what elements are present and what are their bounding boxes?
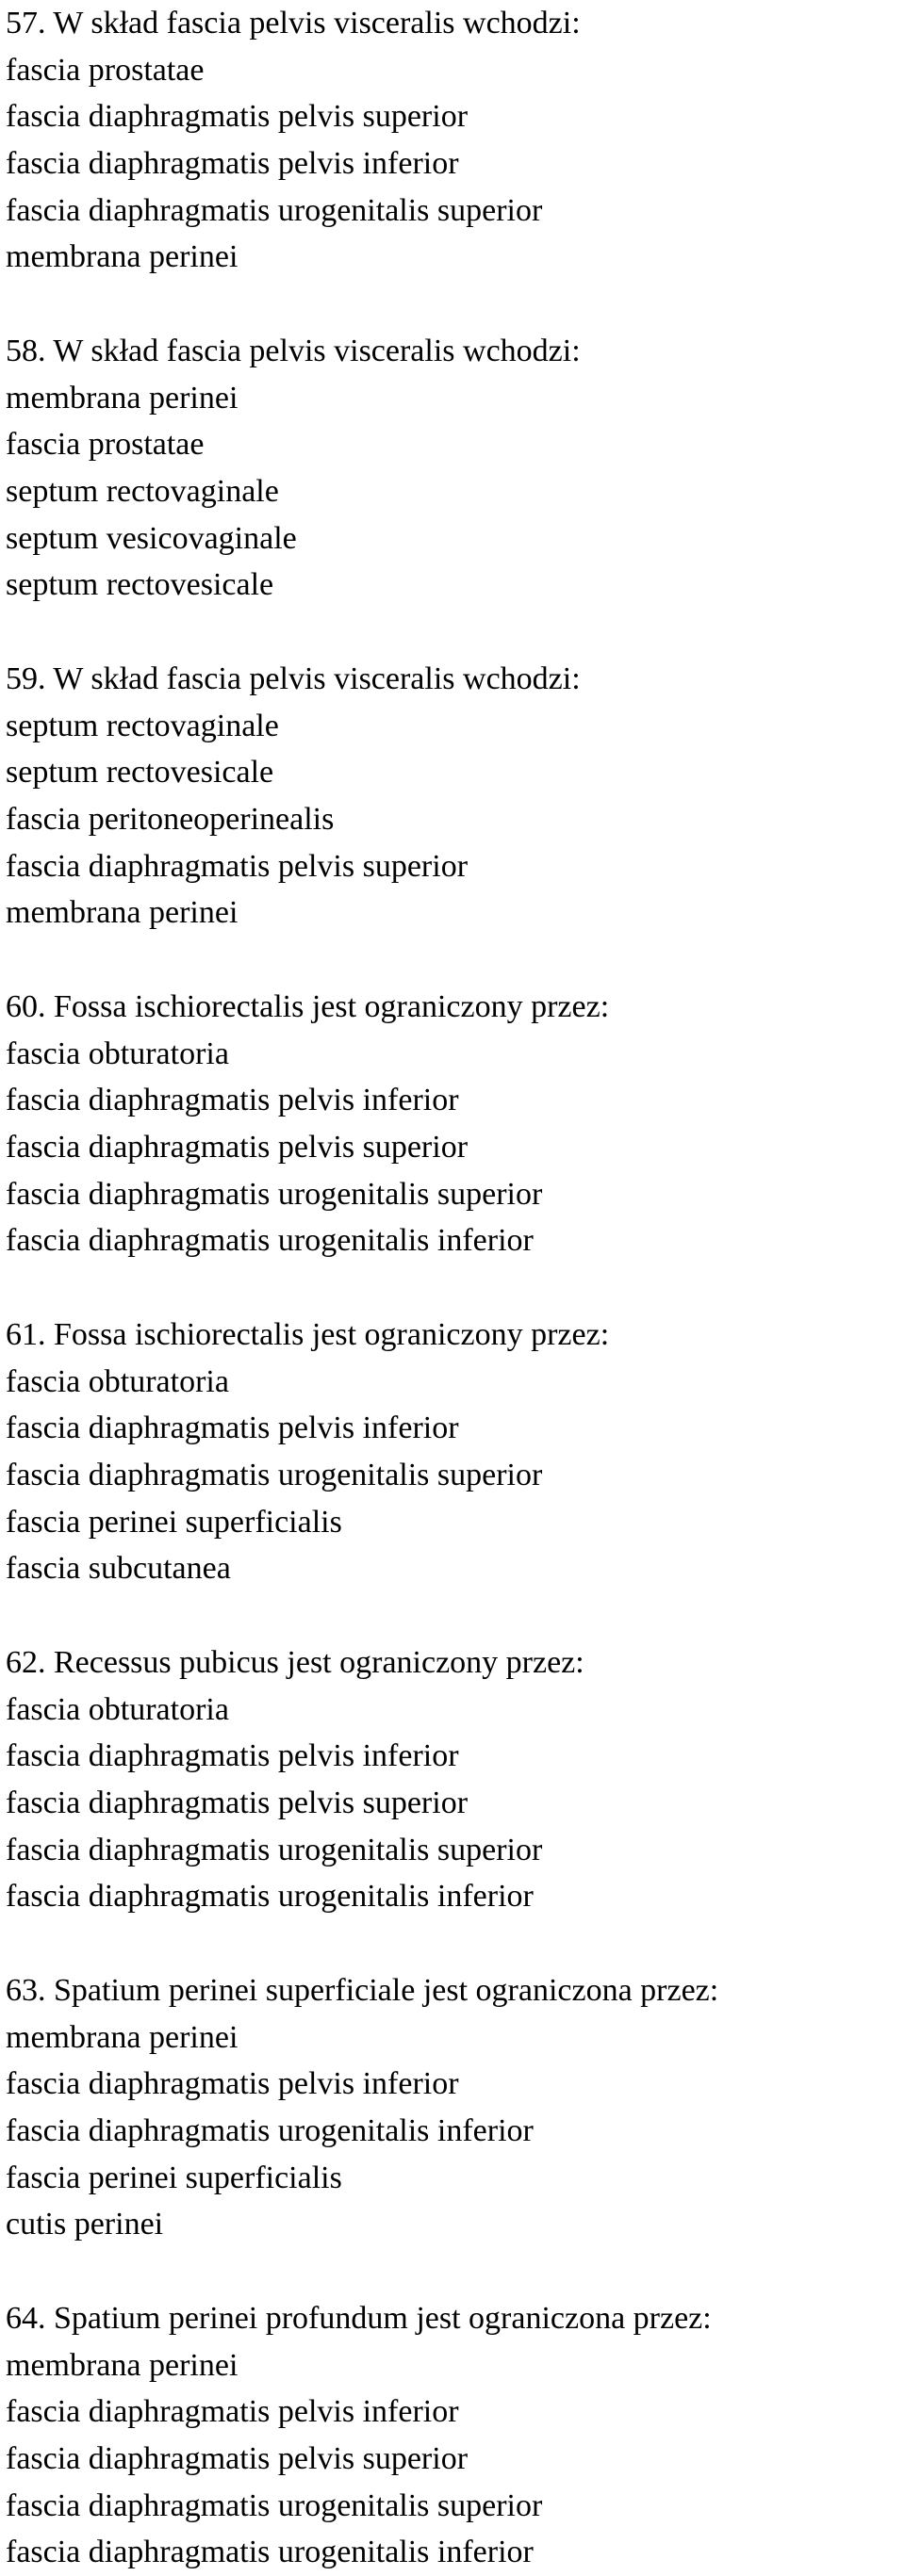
- answer-option: fascia diaphragmatis pelvis inferior: [6, 1410, 459, 1446]
- question-prompt: 61. Fossa ischiorectalis jest ograniczony przez:: [6, 1317, 610, 1352]
- answer-option: fascia diaphragmatis urogenitalis inferior: [6, 2535, 534, 2570]
- answer-option: septum vesicovaginale: [6, 520, 297, 556]
- question-prompt: 58. W skład fascia pelvis visceralis wchodzi:: [6, 334, 581, 368]
- answer-option: fascia diaphragmatis pelvis superior: [6, 848, 469, 884]
- answer-option: septum rectovesicale: [6, 567, 274, 603]
- question-61: [6, 1312, 903, 1592]
- question-57: [6, 0, 903, 281]
- answer-option: septum rectovaginale: [6, 474, 279, 510]
- answer-option: fascia diaphragmatis pelvis superior: [6, 1785, 469, 1821]
- question-59: [6, 656, 903, 937]
- question-58: [6, 328, 903, 609]
- answer-option: fascia diaphragmatis pelvis inferior: [6, 2066, 459, 2102]
- answer-option: fascia diaphragmatis urogenitalis inferior: [6, 2113, 534, 2149]
- answer-option: fascia perinei superficialis: [6, 2160, 342, 2195]
- question-prompt: 63. Spatium perinei superficiale jest ograniczona przez:: [6, 1973, 719, 2008]
- question-prompt: 62. Recessus pubicus jest ograniczony przez:: [6, 1645, 584, 1680]
- answer-option: fascia diaphragmatis urogenitalis inferior: [6, 1879, 534, 1915]
- answer-options: [6, 703, 903, 937]
- question-prompt: 59. W skład fascia pelvis visceralis wchodzi:: [6, 661, 581, 696]
- answer-options: [6, 1359, 903, 1592]
- answer-option: fascia diaphragmatis urogenitalis superior: [6, 1176, 543, 1212]
- answer-option: fascia diaphragmatis pelvis superior: [6, 1130, 469, 1166]
- answer-option: fascia diaphragmatis urogenitalis superior: [6, 1458, 543, 1493]
- answer-option: fascia diaphragmatis pelvis inferior: [6, 1083, 459, 1118]
- answer-option: fascia diaphragmatis pelvis inferior: [6, 2394, 459, 2430]
- answer-option: fascia perinei superficialis: [6, 1504, 342, 1540]
- answer-option: fascia prostatae: [6, 52, 205, 88]
- answer-options: [6, 375, 903, 609]
- answer-option: fascia diaphragmatis pelvis superior: [6, 2441, 469, 2477]
- question-64: [6, 2295, 903, 2576]
- answer-option: fascia peritoneoperinealis: [6, 802, 335, 838]
- answer-option: fascia diaphragmatis urogenitalis inferior: [6, 1223, 534, 1259]
- answer-option: cutis perinei: [6, 2207, 164, 2242]
- answer-option: fascia obturatoria: [6, 1035, 229, 1071]
- answer-options: [6, 1031, 903, 1264]
- answer-option: fascia diaphragmatis pelvis inferior: [6, 1738, 459, 1774]
- answer-options: [6, 2014, 903, 2248]
- answer-option: fascia diaphragmatis urogenitalis superior: [6, 1832, 543, 1867]
- answer-options: [6, 47, 903, 281]
- answer-option: septum rectovaginale: [6, 708, 279, 743]
- question-60: [6, 984, 903, 1264]
- answer-option: membrana perinei: [6, 2019, 239, 2055]
- question-prompt: 57. W skład fascia pelvis visceralis wchodzi:: [6, 6, 581, 41]
- question-prompt: 60. Fossa ischiorectalis jest ograniczony przez:: [6, 989, 610, 1024]
- answer-option: fascia diaphragmatis urogenitalis superior: [6, 2487, 543, 2523]
- question-prompt: 64. Spatium perinei profundum jest ograniczona przez:: [6, 2301, 712, 2336]
- answer-option: septum rectovesicale: [6, 755, 274, 791]
- answer-option: fascia diaphragmatis pelvis superior: [6, 99, 469, 135]
- question-63: [6, 1967, 903, 2248]
- answer-options: [6, 2342, 903, 2576]
- answer-option: fascia obturatoria: [6, 1691, 229, 1727]
- answer-option: membrana perinei: [6, 895, 239, 931]
- question-62: [6, 1639, 903, 1920]
- answer-option: fascia subcutanea: [6, 1551, 231, 1587]
- answer-option: fascia diaphragmatis pelvis inferior: [6, 146, 459, 182]
- answer-option: membrana perinei: [6, 2347, 239, 2383]
- answer-option: membrana perinei: [6, 380, 239, 416]
- answer-option: fascia prostatae: [6, 427, 205, 463]
- answer-option: membrana perinei: [6, 239, 239, 275]
- answer-option: fascia diaphragmatis urogenitalis superior: [6, 192, 543, 228]
- answer-options: [6, 1687, 903, 1920]
- answer-option: fascia obturatoria: [6, 1363, 229, 1399]
